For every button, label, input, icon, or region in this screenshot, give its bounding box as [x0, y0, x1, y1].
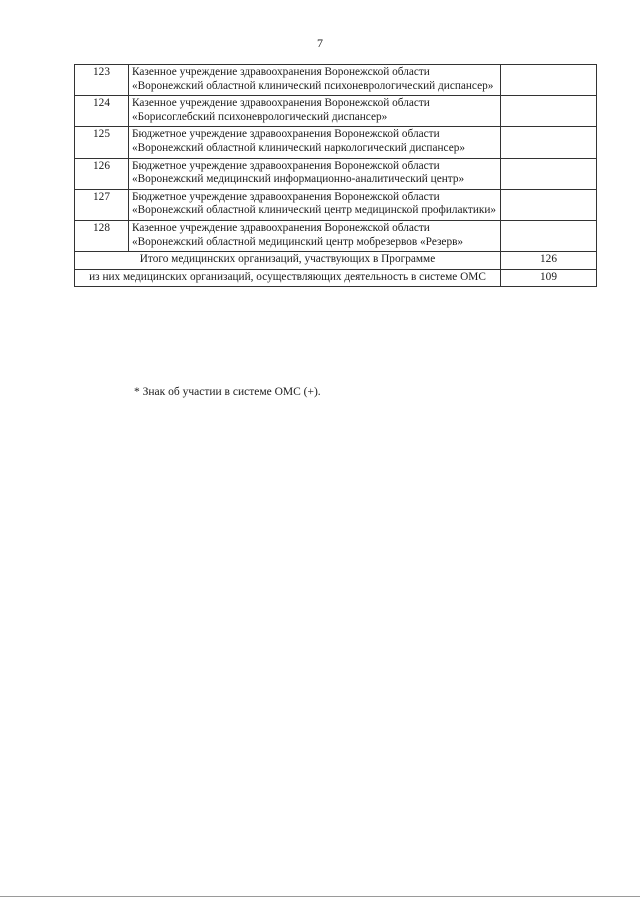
oms-total-row — [75, 269, 597, 287]
oms-participation-mark — [501, 127, 597, 158]
table-row — [75, 127, 597, 158]
oms-participation-mark — [501, 65, 597, 96]
scan-edge-divider — [0, 896, 640, 897]
organization-name: Казенное учреждение здравоохранения Воронежской области «Воронежский областной клинический психоневрологический диспансер» — [129, 65, 501, 96]
organization-name: Бюджетное учреждение здравоохранения Воронежской области «Воронежский медицинский информационно-аналитический центр» — [129, 158, 501, 189]
organizations-table — [74, 64, 597, 287]
oms-participation-mark — [501, 96, 597, 127]
table-row — [75, 96, 597, 127]
table-row — [75, 158, 597, 189]
organization-name: Казенное учреждение здравоохранения Воронежской области «Воронежский областной медицинский центр мобрезервов «Резерв» — [129, 220, 501, 251]
organization-name: Бюджетное учреждение здравоохранения Воронежской области «Воронежский областной клинический наркологический диспансер» — [129, 127, 501, 158]
footnote: * Знак об участии в системе ОМС (+). — [134, 386, 321, 398]
oms-participation-mark — [501, 158, 597, 189]
row-number: 127 — [75, 189, 129, 220]
page-number: 7 — [317, 36, 323, 50]
row-number: 123 — [75, 65, 129, 96]
total-label: Итого медицинских организаций, участвующих в Программе — [75, 252, 501, 270]
table-row — [75, 189, 597, 220]
row-number: 126 — [75, 158, 129, 189]
row-number: 124 — [75, 96, 129, 127]
oms-total-label: из них медицинских организаций, осуществляющих деятельность в системе ОМС — [75, 269, 501, 287]
row-number: 128 — [75, 220, 129, 251]
oms-participation-mark — [501, 189, 597, 220]
oms-total-value: 109 — [501, 269, 597, 287]
table-row — [75, 65, 597, 96]
table-row — [75, 220, 597, 251]
row-number: 125 — [75, 127, 129, 158]
total-value: 126 — [501, 252, 597, 270]
organization-name: Казенное учреждение здравоохранения Воронежской области «Борисоглебский психоневрологический диспансер» — [129, 96, 501, 127]
total-row — [75, 252, 597, 270]
oms-participation-mark — [501, 220, 597, 251]
organization-name: Бюджетное учреждение здравоохранения Воронежской области «Воронежский областной клинический центр медицинской профилактики» — [129, 189, 501, 220]
